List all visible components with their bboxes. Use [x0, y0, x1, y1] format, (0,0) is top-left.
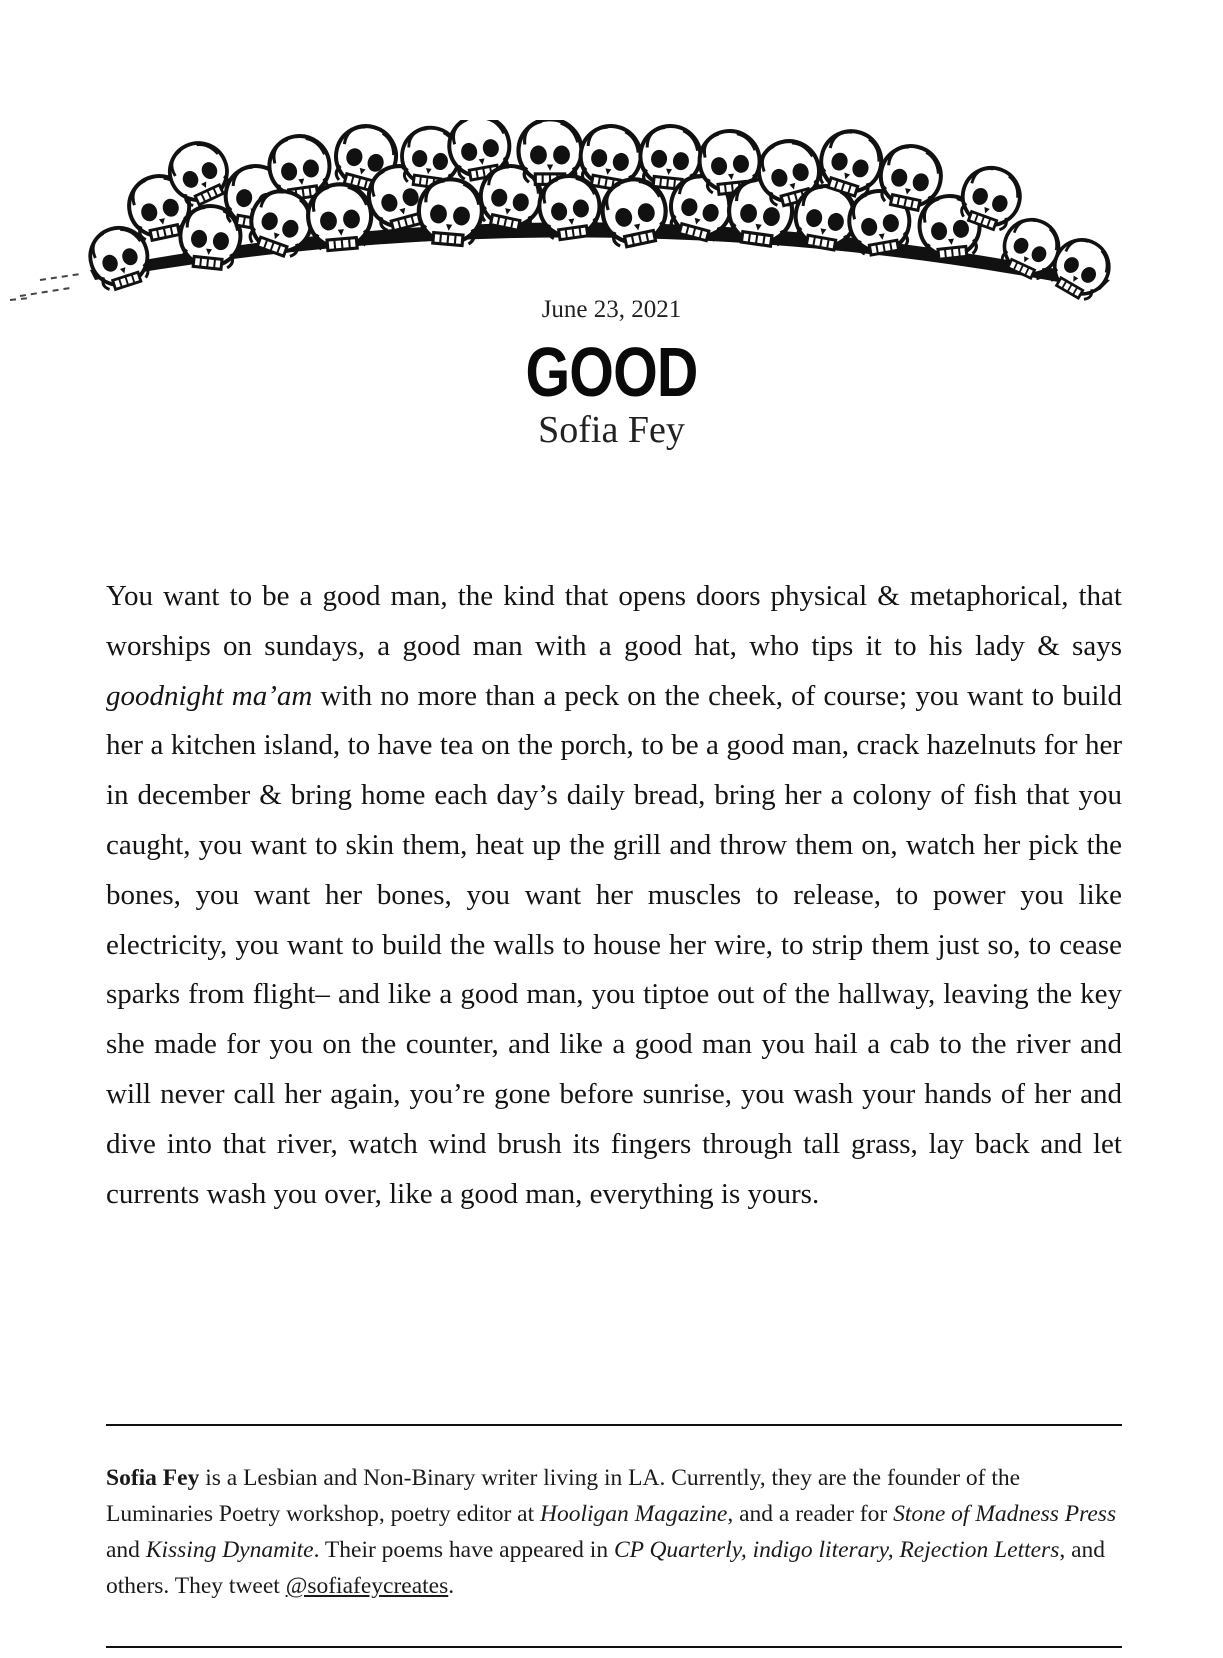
- poem-body: [106, 572, 1122, 1219]
- bio-italic-publication: CP Quarterly, indigo literary, Rejection Letters: [613, 1537, 1060, 1563]
- poem-title: GOOD: [525, 333, 698, 411]
- bio-text: , and a reader for: [727, 1501, 894, 1527]
- twitter-handle-link[interactable]: @sofiafeycreates: [285, 1573, 449, 1599]
- poem-text-part-1: You want to be a good man, the kind that opens doors physical & metaphorical, that worships on sundays, a good man with a good hat, who tips it to his lady & says: [106, 580, 1122, 662]
- bio-italic-publication: Stone of Madness Press: [893, 1501, 1117, 1527]
- bio-text: . Their poems have appeared in: [313, 1537, 614, 1563]
- bio-text: and: [106, 1537, 146, 1563]
- bio-author-name: Sofia Fey: [106, 1465, 200, 1491]
- bio-text: .: [448, 1573, 455, 1599]
- poem-text-part-2: with no more than a peck on the cheek, of course; you want to build her a kitchen island, to have tea on the porch, to be a good man, crack hazelnuts for her in december & bring home each day’s daily bread, bring her a colony of fish that you caught, you want to skin them, heat up the grill and throw them on, watch her pick the bones, you want her bones, you want her muscles to release, to power you like electricity, you want to build the walls to house her wire, to strip them just so, to cease sparks from flight– and like a good man, you tiptoe out of the hallway, leaving the key she made for you on the counter, and like a good man you hail a cab to the river and will never call her again, you’re gone before sunrise, you wash your hands of her and dive into that river, watch wind brush its fingers through tall grass, lay back and let currents wash you over, like a good man, everything is yours.: [106, 679, 1122, 1210]
- bio-italic-publication: Kissing Dynamite: [145, 1537, 314, 1563]
- poem-italic-phrase: goodnight ma’am: [106, 679, 313, 712]
- bio-text: , and others. They tweet: [106, 1537, 1106, 1599]
- publication-date: June 23, 2021: [541, 296, 682, 323]
- bio-text: is a Lesbian and Non-Binary writer living in LA. Currently, they are the founder of the Luminaries Poetry workshop, poetry editor at: [106, 1465, 1021, 1527]
- bio-divider-top: [106, 1424, 1122, 1426]
- author-bio: [106, 1460, 1122, 1604]
- bio-divider-bottom: [106, 1646, 1122, 1648]
- bio-italic-publication: Hooligan Magazine: [540, 1501, 728, 1527]
- poem-author: Sofia Fey: [538, 409, 685, 451]
